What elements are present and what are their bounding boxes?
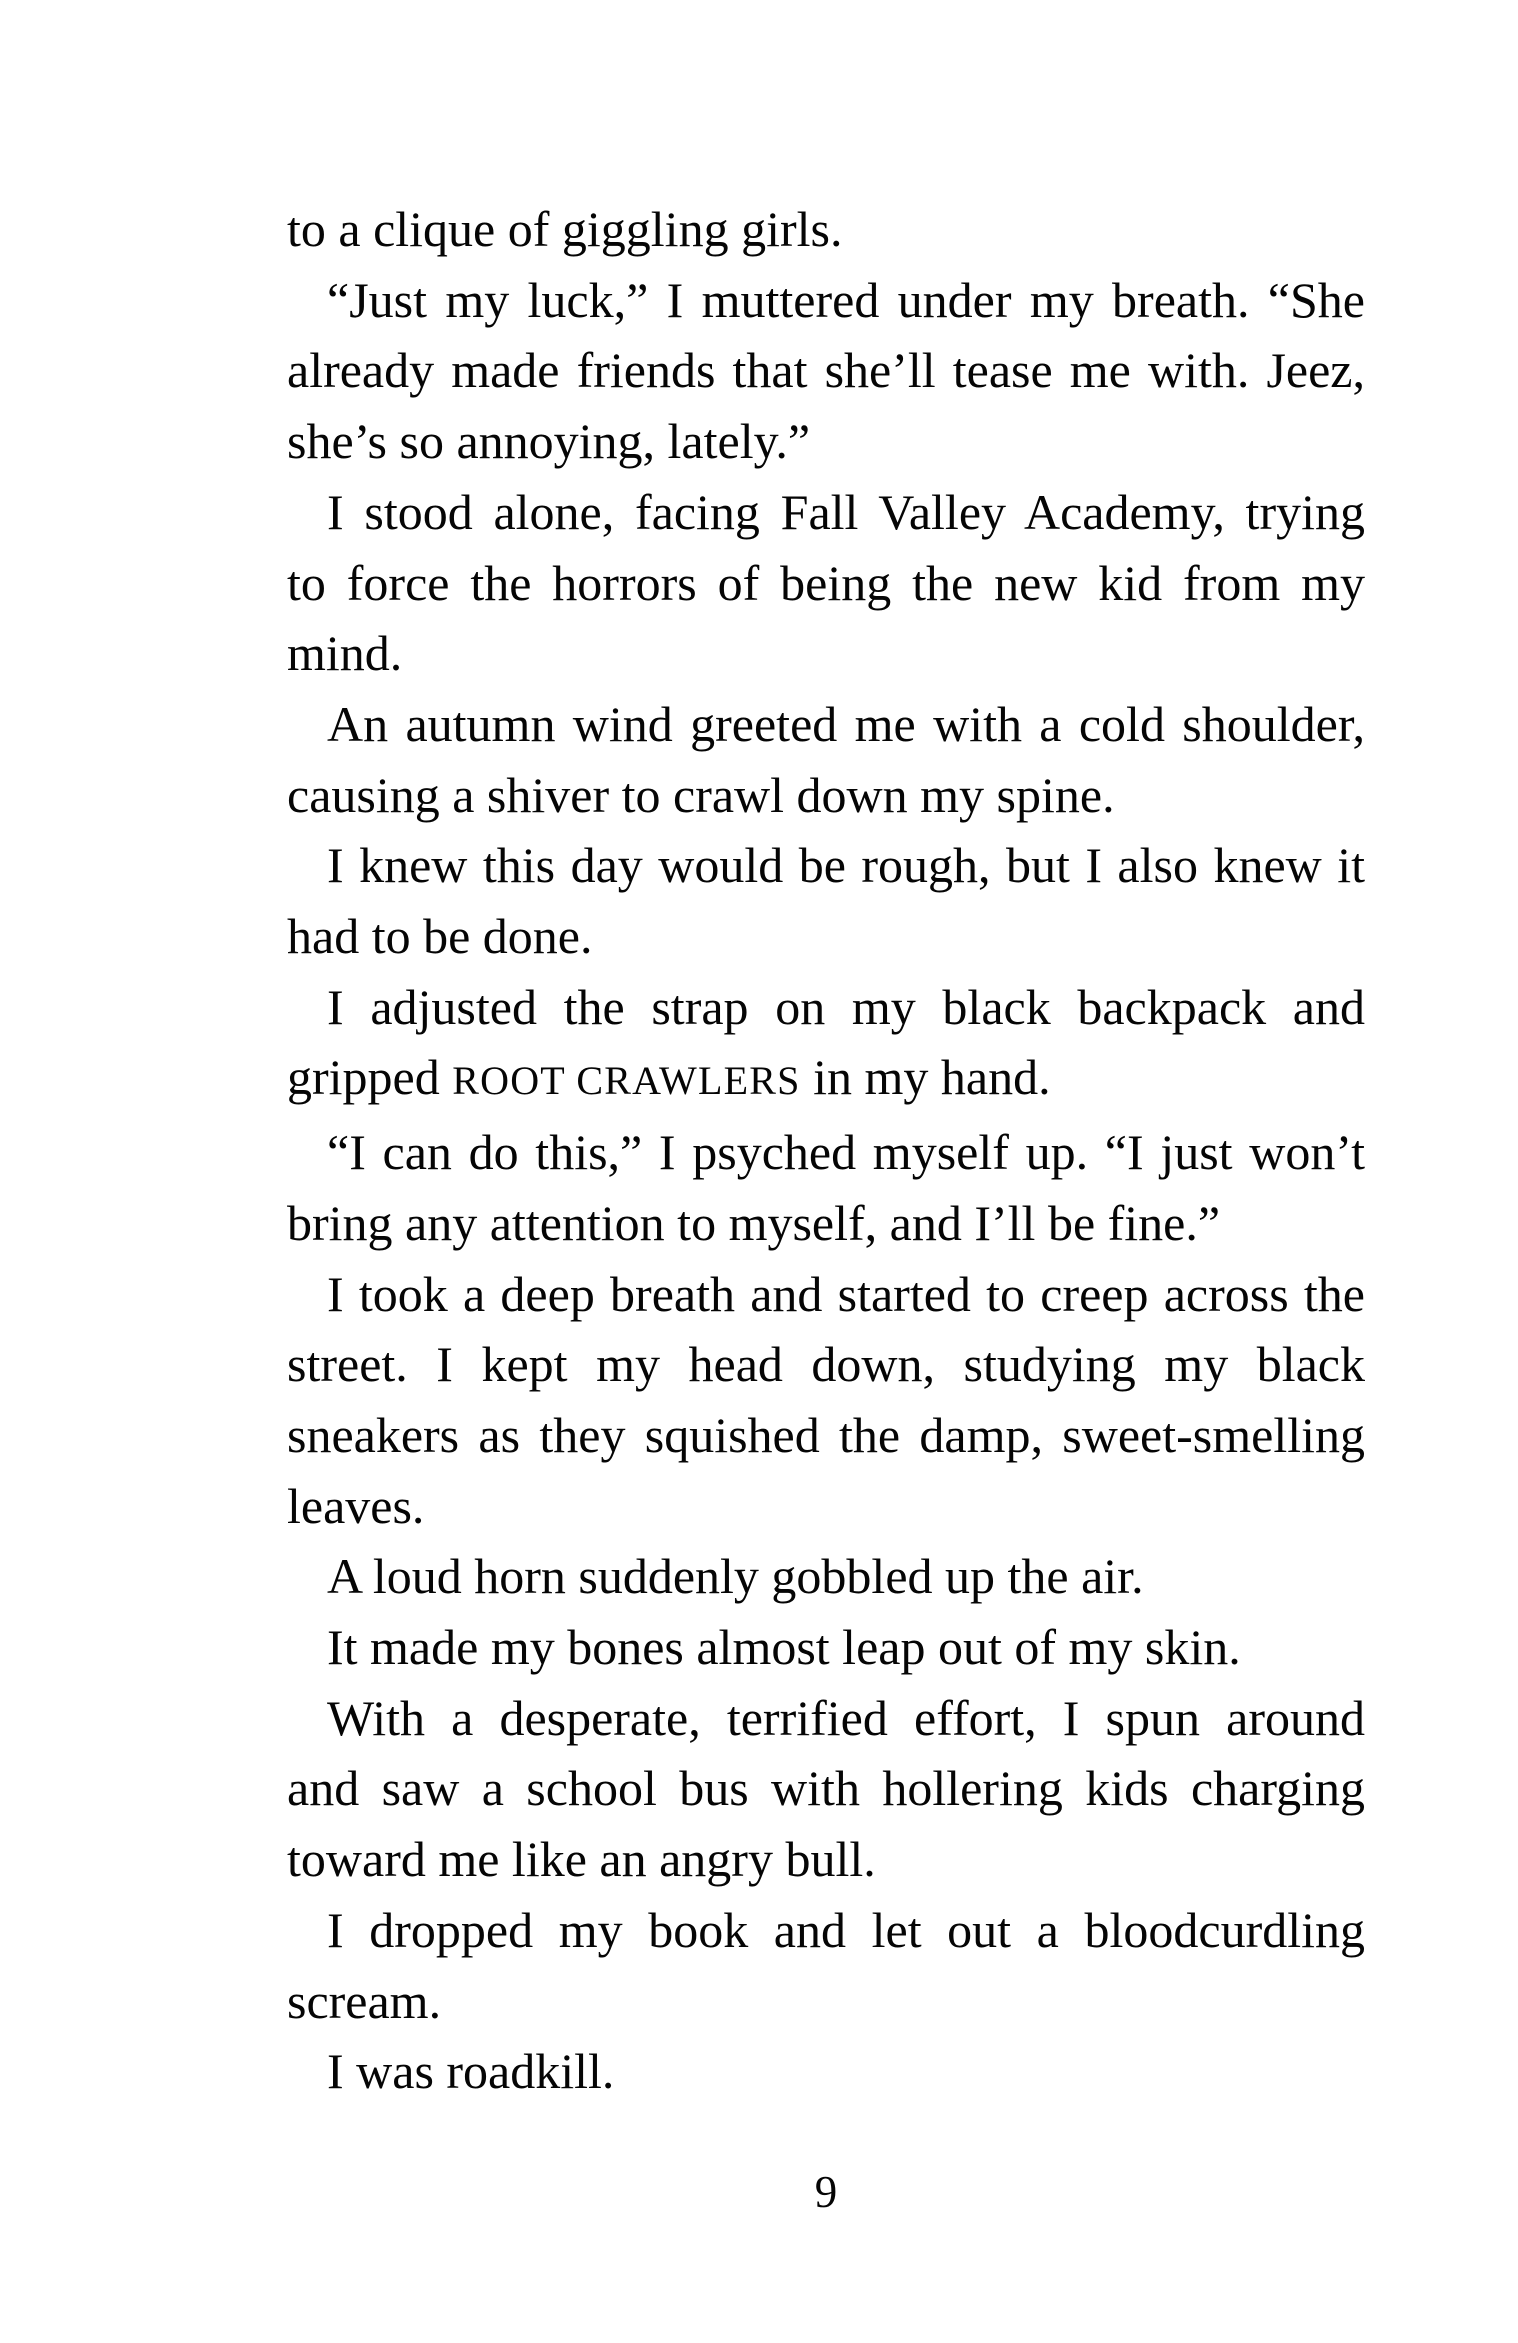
text-segment: had to be done. <box>287 908 593 965</box>
paragraph <box>287 1683 1365 1895</box>
text-segment: mind. <box>287 625 403 682</box>
text-line <box>287 1683 1365 1754</box>
text-segment: I stood alone, facing Fall Valley Academy, trying <box>327 483 1365 540</box>
text-line <box>287 194 1365 265</box>
text-segment: and saw a school bus with hollering kids charging <box>287 1760 1365 1817</box>
text-line <box>287 1042 1365 1117</box>
text-line <box>287 265 1365 336</box>
paragraph <box>287 830 1365 971</box>
text-segment: toward me like an angry bull. <box>287 1831 876 1888</box>
paragraph <box>287 1541 1365 1612</box>
paragraph <box>287 477 1365 689</box>
text-line <box>287 1117 1365 1188</box>
text-line <box>287 1471 1365 1542</box>
text-line <box>287 901 1365 972</box>
text-block <box>287 194 1365 2107</box>
paragraph <box>287 2036 1365 2107</box>
text-line <box>287 760 1365 831</box>
text-segment: causing a shiver to crawl down my spine. <box>287 766 1115 823</box>
paragraph <box>287 1612 1365 1683</box>
text-line <box>287 689 1365 760</box>
text-segment: With a desperate, terrified effort, I spun around <box>327 1689 1365 1746</box>
text-line <box>287 1753 1365 1824</box>
text-line <box>287 1188 1365 1259</box>
text-line <box>287 1329 1365 1400</box>
text-segment: sneakers as they squished the damp, sweet-smelling <box>287 1406 1365 1463</box>
text-segment: It made my bones almost leap out of my skin. <box>327 1619 1241 1676</box>
paragraph <box>287 1117 1365 1258</box>
book-title-caps: ROOT CRAWLERS <box>452 1058 801 1104</box>
page-footer <box>287 2157 1365 2227</box>
text-segment: bring any attention to myself, and I’ll be fine.” <box>287 1194 1221 1251</box>
paragraph <box>287 972 1365 1117</box>
paragraph <box>287 265 1365 477</box>
text-segment: I adjusted the strap on my black backpack and <box>327 978 1365 1035</box>
text-segment: in my hand. <box>800 1049 1051 1106</box>
text-segment: scream. <box>287 1972 442 2029</box>
page-number: 9 <box>814 2167 838 2217</box>
text-segment: An autumn wind greeted me with a cold shoulder, <box>327 695 1365 752</box>
text-line <box>287 548 1365 619</box>
paragraph <box>287 194 1365 265</box>
text-segment: I knew this day would be rough, but I also knew it <box>327 837 1365 894</box>
text-segment: leaves. <box>287 1477 425 1534</box>
text-line <box>287 830 1365 901</box>
text-line <box>287 2036 1365 2107</box>
text-segment: A loud horn suddenly gobbled up the air. <box>327 1548 1144 1605</box>
text-segment: already made friends that she’ll tease me with. Jeez, <box>287 342 1365 399</box>
text-line <box>287 1400 1365 1471</box>
paragraph <box>287 1259 1365 1542</box>
text-line <box>287 1824 1365 1895</box>
text-line <box>287 1541 1365 1612</box>
text-segment: gripped <box>287 1049 453 1106</box>
text-segment: street. I kept my head down, studying my black <box>287 1336 1365 1393</box>
text-segment: “I can do this,” I psyched myself up. “I just won’t <box>327 1124 1365 1181</box>
text-segment: to a clique of giggling girls. <box>287 201 843 257</box>
text-segment: I took a deep breath and started to creep across the <box>327 1265 1365 1322</box>
text-line <box>287 406 1365 477</box>
text-line <box>287 972 1365 1043</box>
text-segment: I was roadkill. <box>327 2043 615 2100</box>
paragraph <box>287 1895 1365 2036</box>
text-line <box>287 1895 1365 1966</box>
text-segment: I dropped my book and let out a bloodcurdling <box>327 1901 1365 1958</box>
text-line <box>287 1612 1365 1683</box>
text-line <box>287 477 1365 548</box>
text-segment: “Just my luck,” I muttered under my breath. “She <box>327 271 1365 328</box>
text-line <box>287 618 1365 689</box>
text-line <box>287 1259 1365 1330</box>
paragraph <box>287 689 1365 830</box>
text-segment: she’s so annoying, lately.” <box>287 413 811 470</box>
text-segment: to force the horrors of being the new kid from my <box>287 554 1365 611</box>
text-line <box>287 335 1365 406</box>
text-line <box>287 1966 1365 2037</box>
